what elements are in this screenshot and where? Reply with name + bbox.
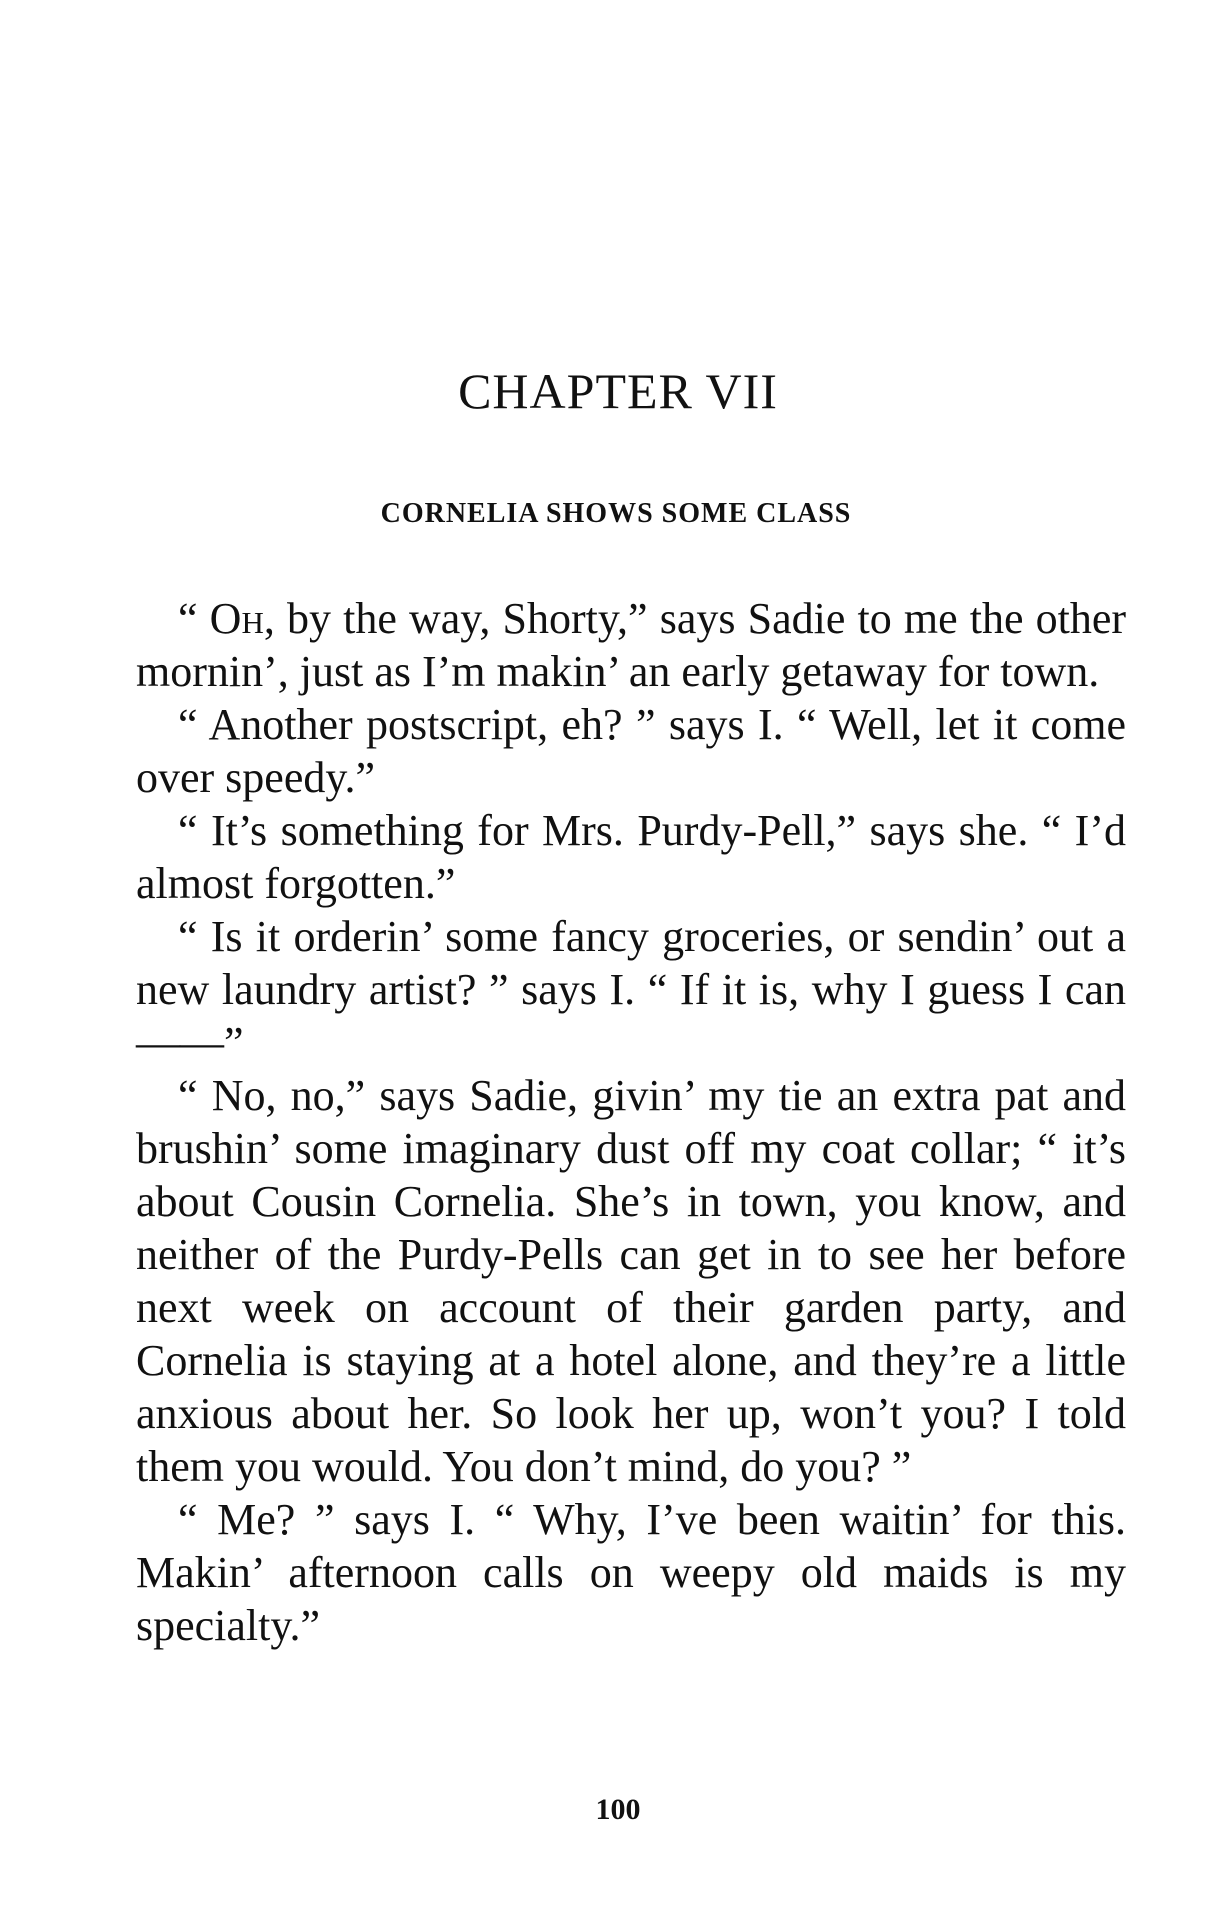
page-number: 100 [595,1793,641,1826]
paragraph-5: “ No, no,” says Sadie, givin’ my tie an extra pat and brushin’ some imaginary dust off my coat collar; “ it’s about Cousin Cornelia. She’s in town, you know, and neither of the Purdy-Pells can get in to see her before next week on account of their garden party, and Cornelia is staying at a hotel alone, and they’re a little anxious about her. So look her up, won’t you? I told them you would. You don’t mind, do you? ” [136,1071,1126,1491]
opening-quote: “ [178,594,210,643]
chapter-title: CHAPTER VII [458,363,778,419]
paragraph-3: “ It’s something for Mrs. Purdy-Pell,” says she. “ I’d almost forgotten.” [136,806,1126,908]
body-text [136,592,1126,1652]
paragraph-1 [136,592,1126,698]
paragraph-6: “ Me? ” says I. “ Why, I’ve been waitin’ for this. Makin’ afternoon calls on weepy old maids is my specialty.” [136,1495,1126,1650]
chapter-subtitle: CORNELIA SHOWS SOME CLASS [380,498,852,529]
paragraph-text: , by the way, Shorty,” says Sadie to me the other mornin’, just as I’m makin’ an early getaway for town. [136,594,1127,696]
paragraph-4: “ Is it orderin’ some fancy groceries, or sendin’ out a new laundry artist? ” says I. “ If it is, why I guess I can——” [136,912,1126,1067]
paragraph-2: “ Another postscript, eh? ” says I. “ Well, let it come over speedy.” [136,700,1126,802]
drop-word: Oh [209,594,264,643]
